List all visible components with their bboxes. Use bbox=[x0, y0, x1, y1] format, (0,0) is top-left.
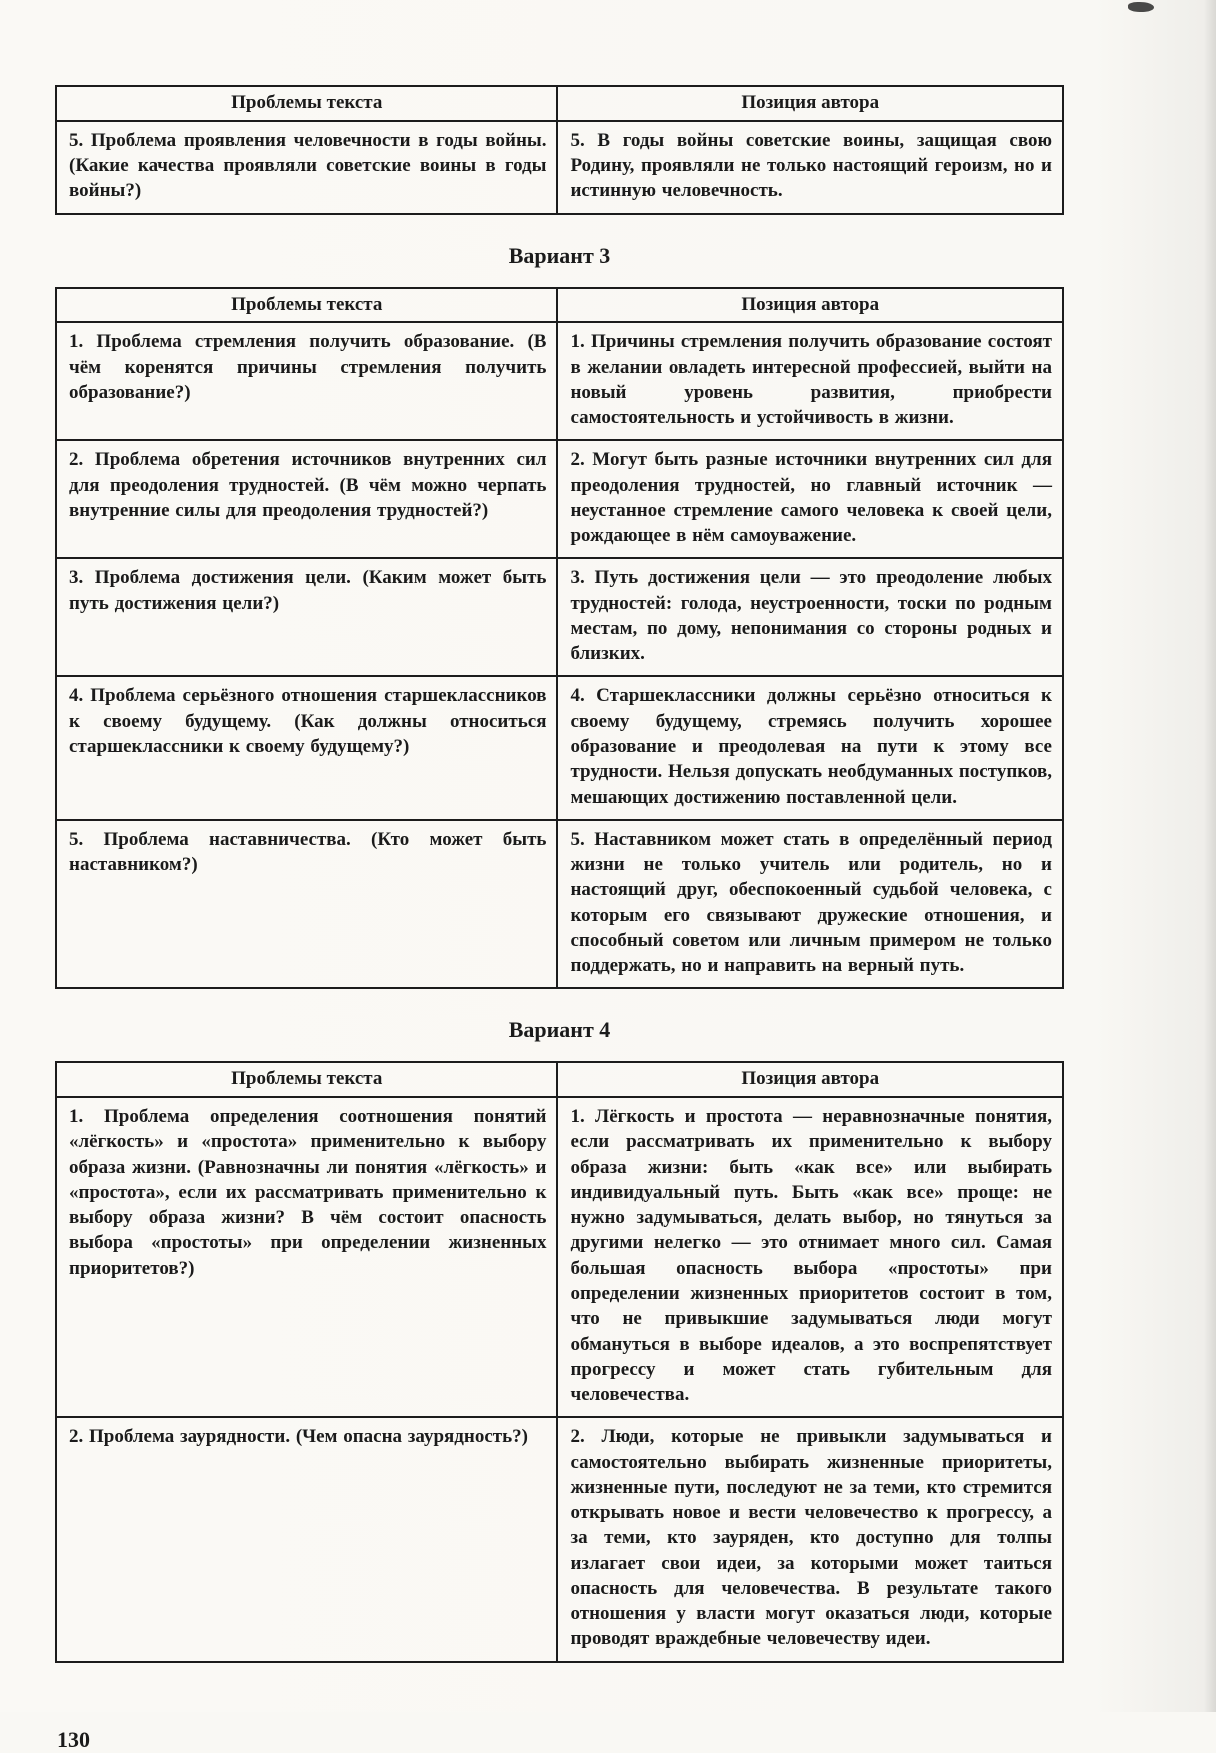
problem-cell: 1. Проблема определения соотношения понятий «лёгкость» и «простота» применительно к выбору образа жизни. (Равнозначны ли понятия «лёгкость» и «простота», если их рассматривать применительно к выбору образа жизни? В чём состоит опасность выбора «простоты» при определении жизненных приоритетов?) bbox=[56, 1097, 557, 1417]
table-row bbox=[56, 558, 1063, 676]
problem-cell: 5. Проблема проявления человечности в годы войны. (Какие качества проявляли советские воины в годы войны?) bbox=[56, 121, 557, 214]
position-cell: 2. Могут быть разные источники внутренних сил для преодоления трудностей, но главный источник — неустанное стремление самого человека к своей цели, рождающее в нём самоуважение. bbox=[557, 440, 1063, 558]
table-header-row bbox=[56, 86, 1063, 121]
column-header-problems: Проблемы текста bbox=[56, 86, 557, 121]
column-header-problems: Проблемы текста bbox=[56, 288, 557, 323]
table-row bbox=[56, 676, 1063, 819]
table-row bbox=[56, 322, 1063, 440]
variant-3-heading: Вариант 3 bbox=[508, 242, 611, 268]
problem-cell: 2. Проблема заурядности. (Чем опасна заурядность?) bbox=[56, 1417, 557, 1661]
problems-table-continued bbox=[55, 85, 1064, 215]
table-header-row bbox=[56, 288, 1063, 323]
table-row bbox=[56, 1097, 1063, 1417]
column-header-problems: Проблемы текста bbox=[56, 1062, 557, 1097]
problems-table-variant-3 bbox=[55, 287, 1064, 990]
variant-4-heading: Вариант 4 bbox=[508, 1017, 611, 1043]
problem-cell: 5. Проблема наставничества. (Кто может быть наставником?) bbox=[56, 820, 557, 989]
page-number: 130 bbox=[57, 1726, 90, 1752]
table-row bbox=[56, 440, 1063, 558]
position-cell: 3. Путь достижения цели — это преодоление любых трудностей: голода, неустроенности, тоски по родным местам, по дому, непонимания со стороны родных и близких. bbox=[557, 558, 1063, 676]
table-row bbox=[56, 820, 1063, 989]
column-header-author-position: Позиция автора bbox=[557, 86, 1063, 121]
problem-cell: 4. Проблема серьёзного отношения старшеклассников к своему будущему. (Как должны относиться старшеклассники к своему будущему?) bbox=[56, 676, 557, 819]
column-header-author-position: Позиция автора bbox=[557, 1062, 1063, 1097]
problem-cell: 3. Проблема достижения цели. (Каким может быть путь достижения цели?) bbox=[56, 558, 557, 676]
scan-artifact bbox=[1128, 2, 1154, 12]
problem-cell: 2. Проблема обретения источников внутренних сил для преодоления трудностей. (В чём можно черпать внутренние силы для преодоления трудностей?) bbox=[56, 440, 557, 558]
position-cell: 1. Причины стремления получить образование состоят в желании овладеть интересной профессией, выйти на новый уровень развития, приобрести самостоятельность и устойчивость в жизни. bbox=[557, 322, 1063, 440]
position-cell: 2. Люди, которые не привыкли задумываться и самостоятельно выбирать жизненные приоритеты, жизненные пути, последуют не за теми, кто стремится открывать новое и вести человечество к прогрессу, а за теми, кто зауряден, кто доступно для толпы излагает свои идеи, за которыми может таиться опасность для человечества. В результате такого отношения у власти могут оказаться люди, которые проводят враждебные человечеству идеи. bbox=[557, 1417, 1063, 1661]
problems-table-variant-4 bbox=[55, 1061, 1064, 1662]
position-cell: 5. В годы войны советские воины, защищая свою Родину, проявляли не только настоящий героизм, но и истинную человечность. bbox=[557, 121, 1063, 214]
position-cell: 1. Лёгкость и простота — неравнозначные понятия, если рассматривать их применительно к выбору образа жизни: быть «как все» или выбирать индивидуальный путь. Быть «как все» проще: не нужно задумываться, делать выбор, но тянуться за другими нелегко — это отнимает много сил. Самая большая опасность выбора «простоты» при определении жизненных приоритетов состоит в том, что не привыкшие задумываться люди могут обмануться в выборе идеалов, а это воспрепятствует прогрессу и может стать губительным для человечества. bbox=[557, 1097, 1063, 1417]
column-header-author-position: Позиция автора bbox=[557, 288, 1063, 323]
position-cell: 5. Наставником может стать в определённый период жизни не только учитель или родитель, но и настоящий друг, обеспокоенный судьбой человека, с которым его связывают дружеские отношения, и способный советом или личным примером не только поддержать, но и направить на верный путь. bbox=[557, 820, 1063, 989]
table-row bbox=[56, 121, 1063, 214]
table-header-row bbox=[56, 1062, 1063, 1097]
problem-cell: 1. Проблема стремления получить образование. (В чём коренятся причины стремления получить образование?) bbox=[56, 322, 557, 440]
position-cell: 4. Старшеклассники должны серьёзно относиться к своему будущему, стремясь получить хорошее образование и преодолевая на пути к этому все трудности. Нельзя допускать необдуманных поступков, мешающих достижению поставленной цели. bbox=[557, 676, 1063, 819]
table-row bbox=[56, 1417, 1063, 1661]
